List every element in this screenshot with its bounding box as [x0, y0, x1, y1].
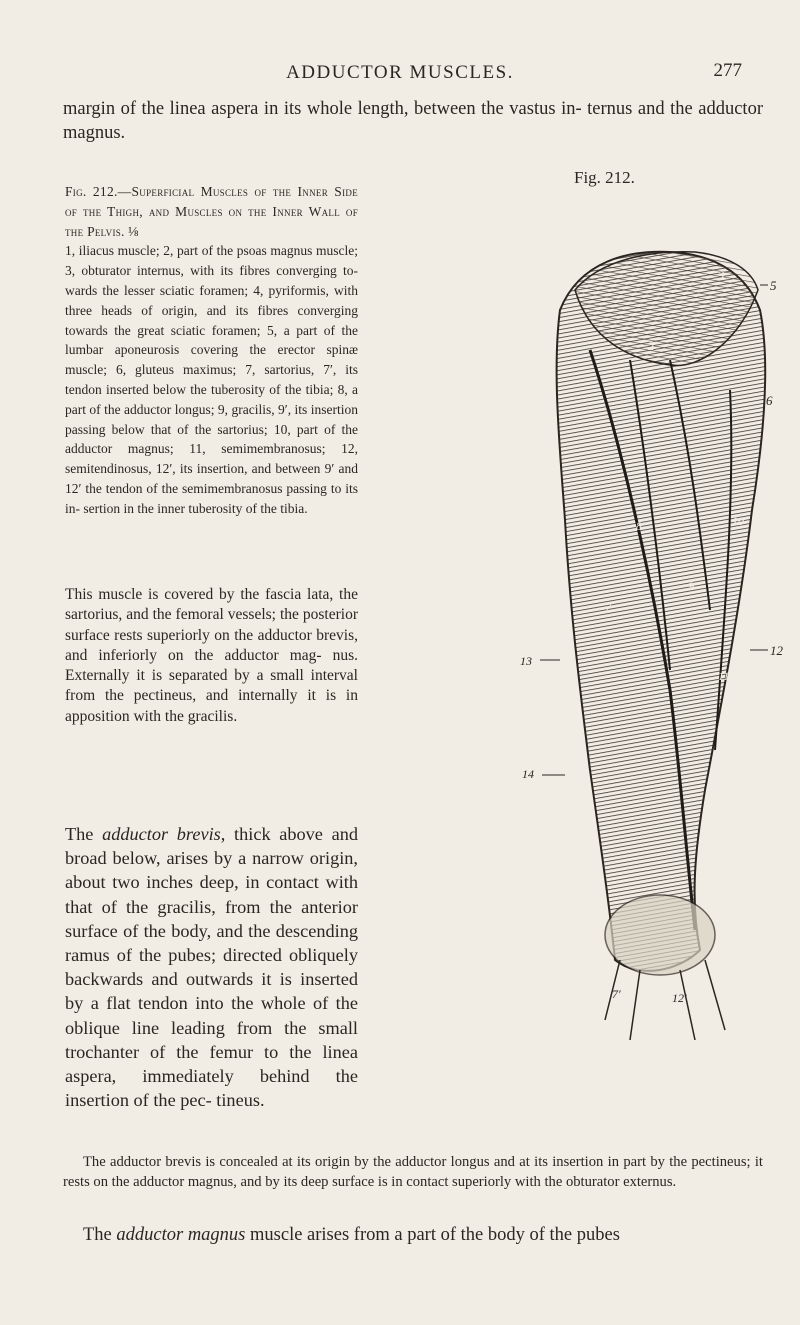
fig-label-12-prime: 12′: [672, 991, 687, 1005]
running-head: ADDUCTOR MUSCLES.: [286, 62, 514, 83]
figure-label: Fig. 212.: [574, 168, 635, 187]
term-adductor-magnus: adductor magnus: [116, 1225, 246, 1245]
anatomical-illustration: [520, 190, 783, 1135]
page-header: [0, 62, 800, 90]
fig-label-3: 3: [718, 268, 725, 283]
fig-label-10: 10: [732, 514, 744, 528]
adductor-magnus-line: [63, 1223, 763, 1247]
bottom-paragraph: The adductor brevis is concealed at its origin by the adductor longus and at its insertion in part by the pectineus; it rests on the adductor magnus, and by its deep surface is in contact superiorly with the obturator externus.: [63, 1154, 763, 1190]
body-paragraph-small: This muscle is covered by the fascia lata, the sartorius, and the femoral vessels; the posterior surface rests superiorly on the adductor brevis, and inferiorly on the adductor mag- nus. Externally it is separated by a small interval from the pectineus, and internally it is in apposition with the gracilis.: [65, 586, 358, 725]
fig-label-12: 12: [770, 643, 783, 658]
caption-title: Fig. 212.—Superficial Muscles of the Inner Side of the Thigh, and Muscles on the Inner Wall of the Pelvis.: [65, 184, 358, 239]
fig-label-14: 14: [522, 767, 534, 781]
fig-label-7: 7: [606, 599, 612, 613]
caption-text: 1, iliacus muscle; 2, part of the psoas magnus muscle; 3, obturator internus, with its fibres converging to- wards the lesser sciatic foramen; 4, pyriformis, with three heads of origin, and its fibres converging towards the great sciatic foramen; 5, a part of the lumbar aponeurosis covering the erector spinæ muscle; 6, gluteus maximus; 7, sartorius, 7′, its tendon inserted below the tuberosity of the tibia; 8, a part of the adductor longus; 9, gracilis, 9′, its insertion passing below that of the sartorius; 10, part of the adductor magnus; 11, semimembranosus; 12, semitendinosus, 12′, its insertion, and between 9′ and 12′ the tendon of the semimembranosus passing to its in- sertion in the inner tuberosity of the tibia.: [65, 243, 358, 516]
fig-label-8: 8: [636, 519, 642, 533]
thigh-muscles-drawing: [520, 190, 783, 1135]
intro-paragraph: margin of the linea aspera in its whole length, between the vastus in- ternus and the adductor magnus.: [63, 99, 763, 143]
para-lead: The: [65, 824, 103, 844]
body-paragraph-adductor-brevis: [65, 822, 358, 1112]
fig-label-9: 9: [688, 579, 694, 593]
fig-label-5: 5: [770, 278, 777, 293]
para-text: , thick above and broad below, arises by a narrow origin, about two inches deep, in contact with that of the gracilis, from the anterior surface of the body, and the descending ramus of the pubes; directed obliquely backwards and outwards it is inserted by a flat tendon into the whole of the oblique line leading from the small trochanter of the femur to the linea aspera, immediately behind the insertion of the pec- tineus.: [65, 824, 358, 1111]
line-text: muscle arises from a part of the body of the pubes: [245, 1225, 620, 1245]
line-lead: The: [83, 1225, 117, 1245]
fig-label-2: 2: [648, 338, 655, 353]
caption-scale: ⅛: [128, 223, 139, 239]
term-adductor-brevis: adductor brevis: [102, 824, 221, 844]
fig-label-11: 11: [718, 669, 730, 683]
fig-label-6: 6: [766, 393, 773, 408]
fig-label-7-prime: 7′: [612, 987, 621, 1001]
knee-region: [605, 895, 715, 975]
figure-caption: [65, 182, 358, 519]
page-number: 277: [713, 60, 742, 81]
fig-label-13: 13: [520, 654, 532, 668]
